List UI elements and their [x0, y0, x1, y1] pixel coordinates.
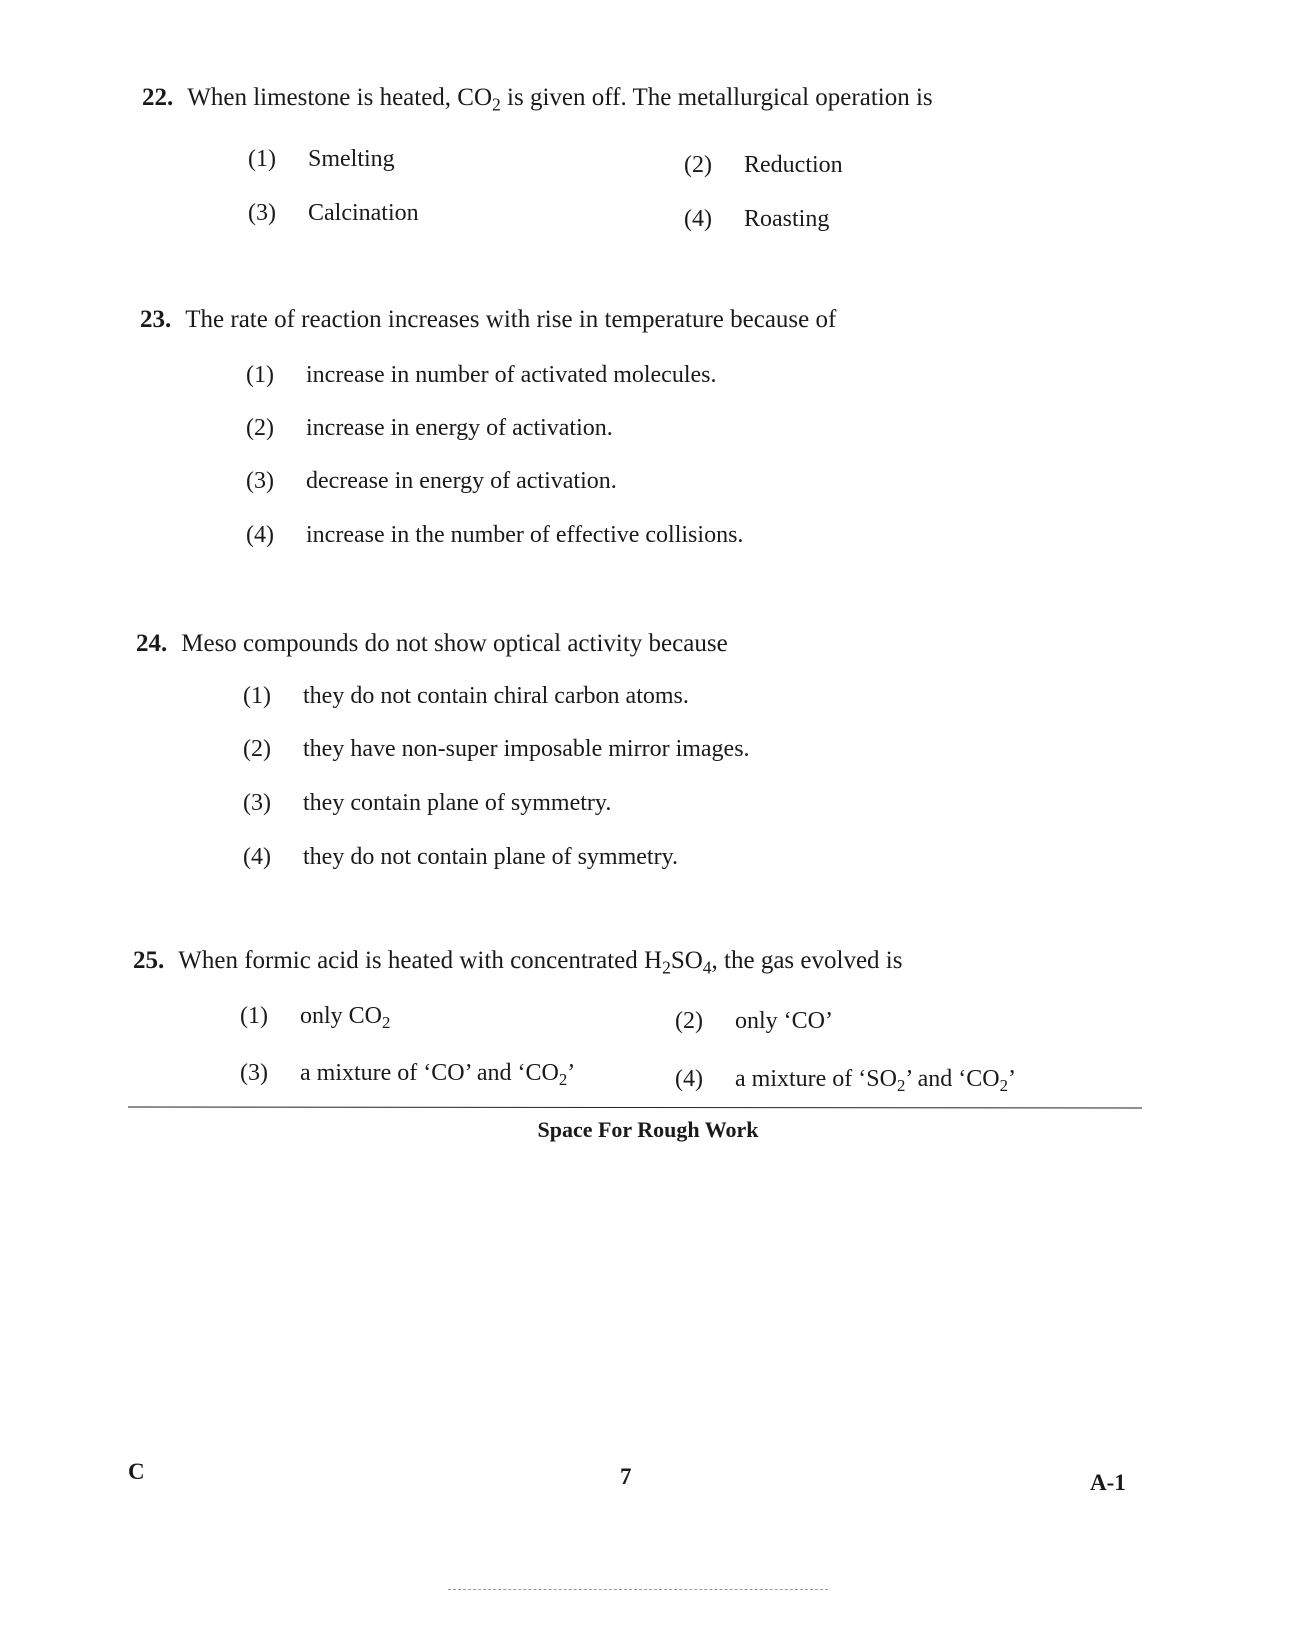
option-number: (2) [246, 415, 274, 441]
option-text: increase in the number of effective collisions. [306, 522, 744, 548]
stem-text: , the gas evolved is [711, 947, 903, 974]
stem-text: is given off. The metallurgical operation is [500, 84, 933, 111]
subscript: 2 [999, 1076, 1008, 1096]
subscript: 2 [492, 94, 501, 115]
option-text: increase in energy of activation. [306, 415, 613, 441]
option-number: (3) [246, 468, 274, 494]
option-number: (1) [240, 1003, 268, 1029]
option-number: (3) [243, 790, 271, 816]
option-1[interactable] [246, 362, 717, 389]
option-text: ’ and ‘CO [905, 1066, 1000, 1092]
option-number: (3) [248, 200, 276, 226]
option-number: (4) [246, 522, 274, 548]
footer-paper-code: A-1 [1090, 1470, 1126, 1495]
page-number: 7 [620, 1464, 632, 1489]
stem-text: When formic acid is heated with concentrated H [178, 947, 663, 974]
option-text: a mixture of ‘CO’ and ‘CO [300, 1060, 559, 1086]
option-text: Reduction [744, 152, 843, 178]
subscript: 2 [662, 957, 671, 978]
scan-artifact-dash-line [448, 1589, 828, 1590]
option-1[interactable] [240, 1003, 391, 1033]
option-4[interactable] [675, 1066, 1016, 1096]
option-text: Calcination [308, 200, 419, 226]
option-1[interactable] [248, 146, 395, 173]
option-2[interactable] [684, 152, 843, 179]
option-1[interactable] [243, 683, 689, 710]
question-number: 25. [133, 947, 165, 974]
option-2[interactable] [675, 1008, 833, 1035]
question-stem [140, 306, 836, 334]
option-4[interactable] [684, 206, 829, 233]
option-text: decrease in energy of activation. [306, 468, 617, 494]
question-number: 22. [142, 84, 174, 111]
question-number: 24. [136, 630, 168, 657]
option-3[interactable] [243, 790, 611, 817]
option-number: (4) [675, 1066, 703, 1092]
question-number: 23. [140, 306, 172, 333]
option-text: ’ [567, 1060, 576, 1086]
option-number: (4) [243, 844, 271, 870]
subscript: 2 [382, 1013, 391, 1033]
option-text: only ‘CO’ [735, 1008, 833, 1034]
footer-booklet-code: C [128, 1459, 145, 1484]
option-number: (2) [675, 1008, 703, 1034]
option-number: (1) [246, 362, 274, 388]
question-stem [133, 947, 903, 978]
option-text: they contain plane of symmetry. [303, 790, 612, 816]
option-3[interactable] [240, 1060, 576, 1090]
option-2[interactable] [243, 736, 750, 763]
question-stem [142, 84, 933, 115]
option-number: (3) [240, 1060, 268, 1086]
option-text: they do not contain chiral carbon atoms. [303, 683, 689, 709]
option-text: ’ [1007, 1066, 1016, 1092]
stem-text: The rate of reaction increases with rise in temperature because of [185, 306, 837, 333]
option-text: Roasting [744, 206, 830, 232]
option-text: Smelting [308, 146, 395, 172]
stem-text: When limestone is heated, CO [187, 84, 493, 111]
question-stem [136, 630, 728, 658]
option-number: (1) [243, 683, 271, 709]
option-text: only CO [300, 1003, 383, 1029]
option-text: increase in number of activated molecules. [306, 362, 717, 388]
option-number: (2) [243, 736, 271, 762]
option-3[interactable] [246, 468, 617, 495]
divider-rule [128, 1107, 1142, 1109]
rough-work-label: Space For Rough Work [537, 1117, 759, 1142]
subscript: 2 [558, 1070, 568, 1090]
option-4[interactable] [246, 522, 743, 549]
option-text: they do not contain plane of symmetry. [303, 844, 679, 870]
subscript: 2 [896, 1076, 906, 1096]
option-text: a mixture of ‘SO [735, 1066, 897, 1092]
option-text: they have non-super imposable mirror images. [303, 736, 750, 762]
option-2[interactable] [246, 415, 613, 442]
option-number: (4) [684, 206, 712, 232]
option-4[interactable] [243, 844, 678, 871]
stem-text: SO [670, 947, 703, 974]
option-number: (1) [248, 146, 276, 172]
option-number: (2) [684, 152, 712, 178]
subscript: 4 [702, 957, 712, 978]
option-3[interactable] [248, 200, 419, 227]
stem-text: Meso compounds do not show optical activity because [181, 630, 728, 657]
